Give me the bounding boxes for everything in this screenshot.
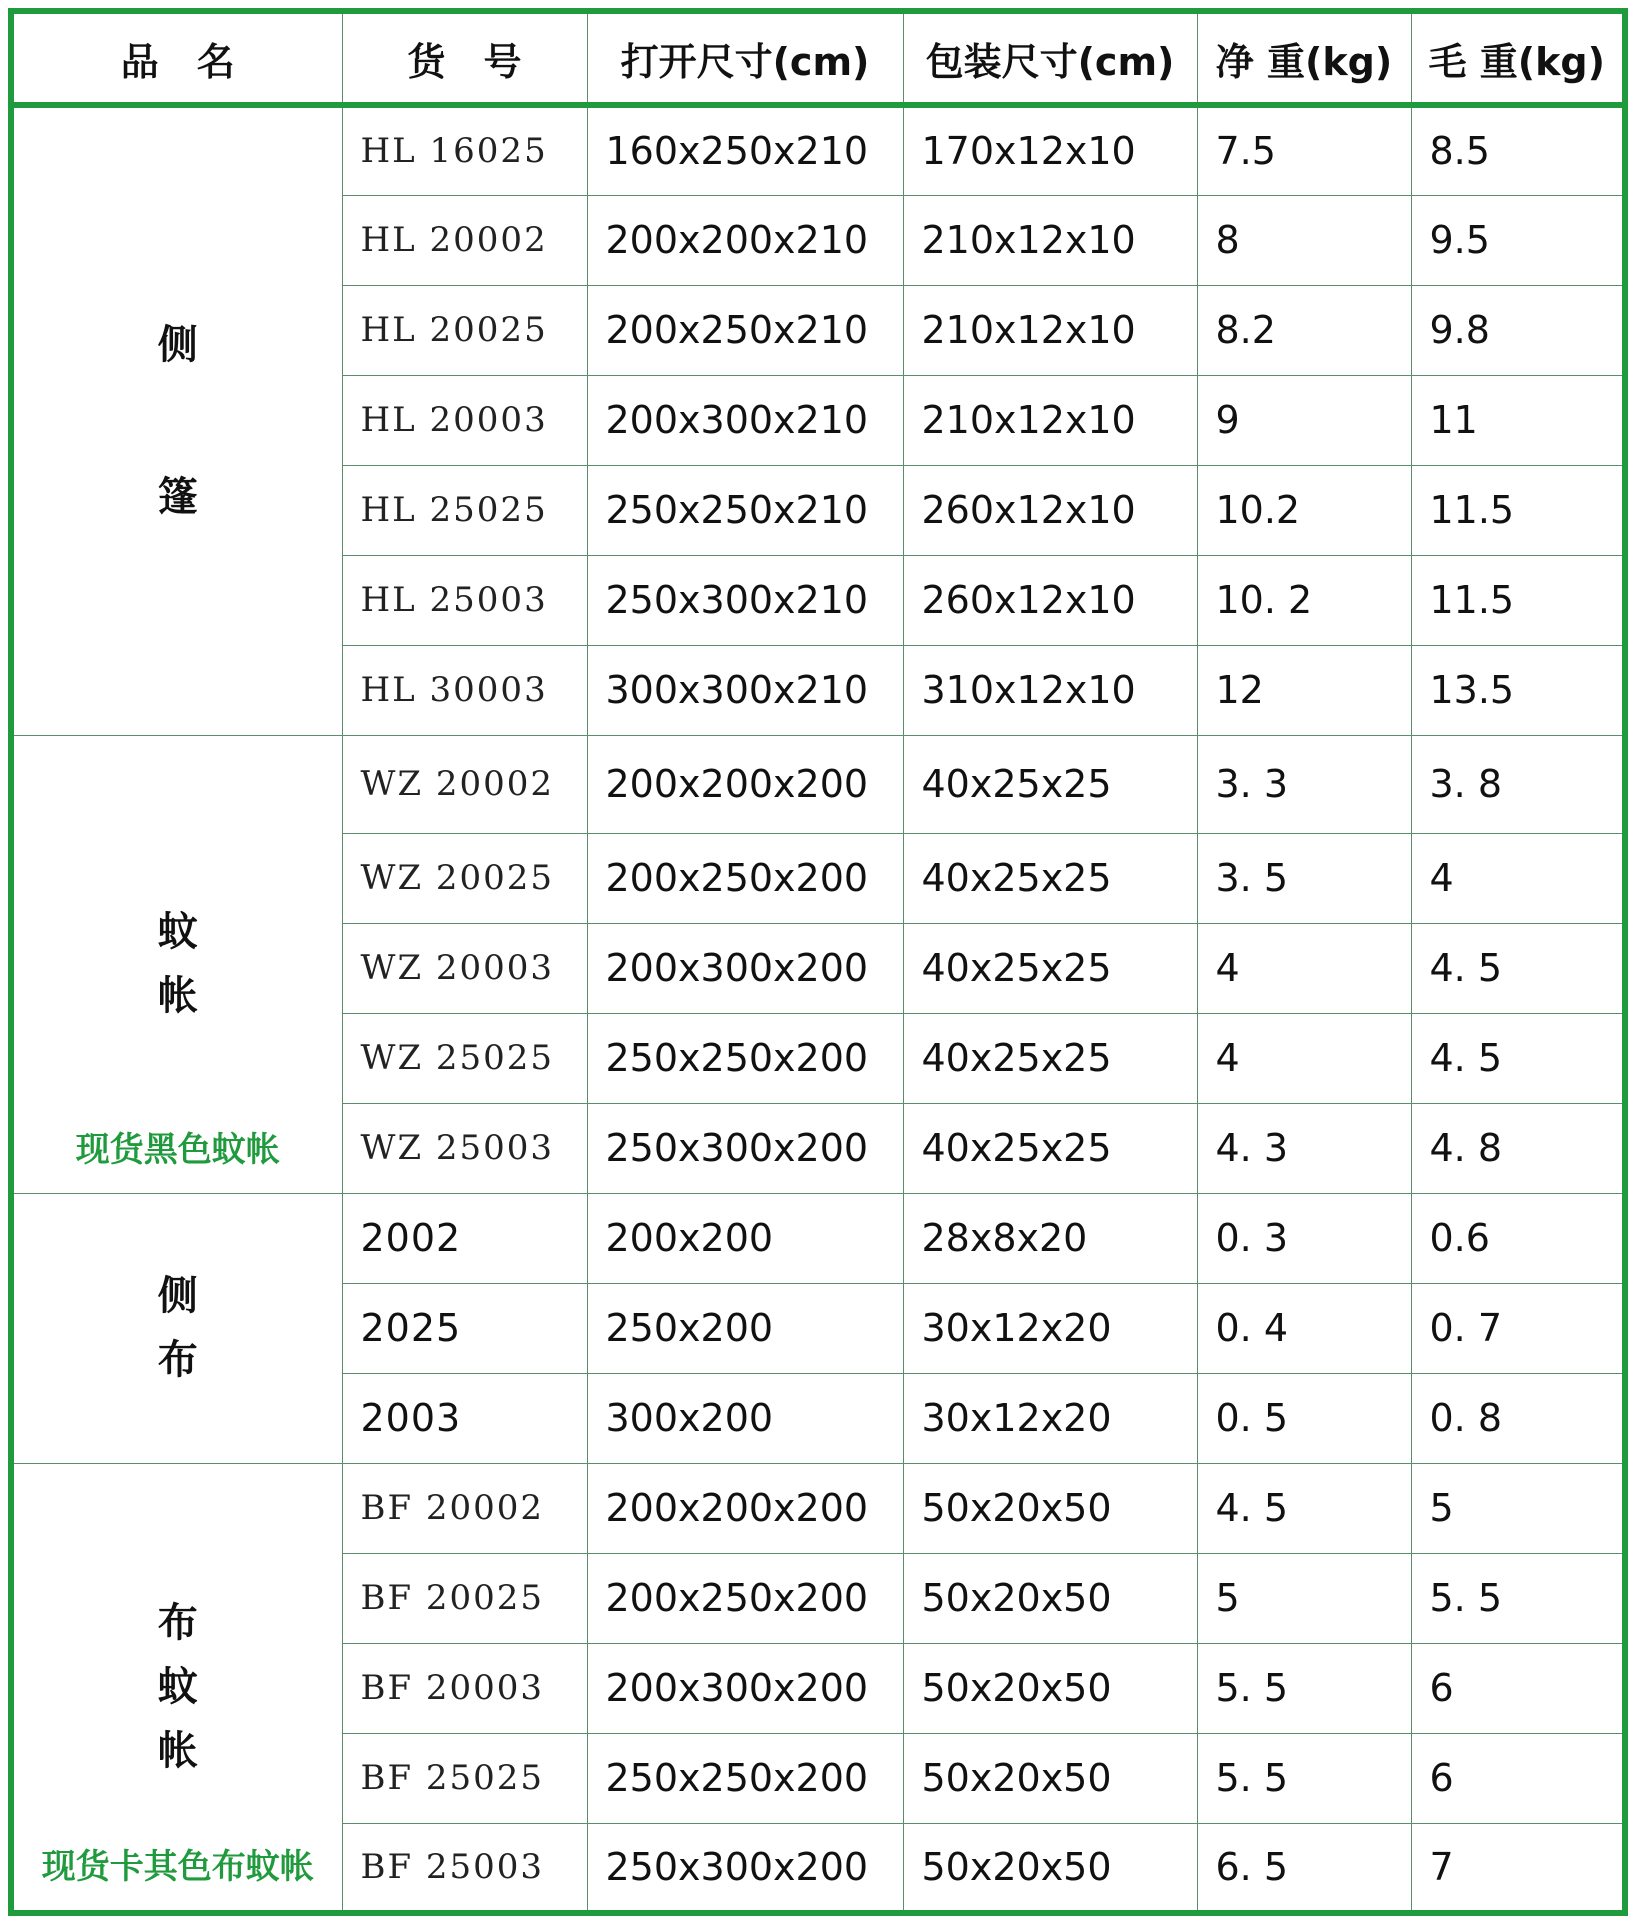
net-weight-cell: 0. 5 <box>1197 1373 1411 1463</box>
gross-weight-cell: 11 <box>1411 375 1625 465</box>
net-weight-cell: 10.2 <box>1197 465 1411 555</box>
model-cell: BF 20003 <box>342 1643 587 1733</box>
model-cell: HL 16025 <box>342 105 587 195</box>
category-name-char: 帐 <box>157 1727 198 1774</box>
open-size-cell: 200x200 <box>587 1193 903 1283</box>
model-cell: HL 20003 <box>342 375 587 465</box>
net-weight-cell: 9 <box>1197 375 1411 465</box>
header-row <box>11 11 1625 105</box>
model-cell: WZ 20003 <box>342 923 587 1013</box>
model-cell: 2002 <box>342 1193 587 1283</box>
gross-weight-cell: 5. 5 <box>1411 1553 1625 1643</box>
open-size-cell: 250x200 <box>587 1283 903 1373</box>
gross-weight-cell: 0. 7 <box>1411 1283 1625 1373</box>
category-name-char: 蚊 <box>157 1663 198 1710</box>
net-weight-cell: 3. 3 <box>1197 735 1411 833</box>
net-weight-cell: 7.5 <box>1197 105 1411 195</box>
model-cell: WZ 20025 <box>342 833 587 923</box>
model-cell: HL 30003 <box>342 645 587 735</box>
model-cell: BF 20002 <box>342 1463 587 1553</box>
table-body <box>11 105 1625 1913</box>
category-name-char: 蚊 <box>157 909 198 955</box>
category-cell <box>11 1463 342 1913</box>
open-size-cell: 250x300x200 <box>587 1823 903 1913</box>
pack-size-cell: 210x12x10 <box>903 375 1197 465</box>
pack-size-cell: 50x20x50 <box>903 1553 1197 1643</box>
pack-size-cell: 260x12x10 <box>903 555 1197 645</box>
gross-weight-cell: 11.5 <box>1411 555 1625 645</box>
category-cell <box>11 1193 342 1463</box>
pack-size-cell: 40x25x25 <box>903 833 1197 923</box>
stock-note: 现货卡其色布蚊帐 <box>41 1847 314 1887</box>
open-size-cell: 250x250x200 <box>587 1013 903 1103</box>
open-size-cell: 160x250x210 <box>587 105 903 195</box>
header-gross-weight: 毛 重(kg) <box>1411 11 1625 105</box>
pack-size-cell: 170x12x10 <box>903 105 1197 195</box>
pack-size-cell: 50x20x50 <box>903 1823 1197 1913</box>
pack-size-cell: 260x12x10 <box>903 465 1197 555</box>
model-cell: 2025 <box>342 1283 587 1373</box>
table-row <box>11 1193 1625 1283</box>
net-weight-cell: 10. 2 <box>1197 555 1411 645</box>
gross-weight-cell: 4. 8 <box>1411 1103 1625 1193</box>
table-row <box>11 1463 1625 1553</box>
open-size-cell: 200x250x200 <box>587 833 903 923</box>
gross-weight-cell: 6 <box>1411 1643 1625 1733</box>
pack-size-cell: 40x25x25 <box>903 735 1197 833</box>
net-weight-cell: 5. 5 <box>1197 1643 1411 1733</box>
header-net-weight: 净 重(kg) <box>1197 11 1411 105</box>
gross-weight-cell: 9.5 <box>1411 195 1625 285</box>
net-weight-cell: 4 <box>1197 1013 1411 1103</box>
pack-size-cell: 40x25x25 <box>903 923 1197 1013</box>
pack-size-cell: 210x12x10 <box>903 285 1197 375</box>
model-cell: BF 25003 <box>342 1823 587 1913</box>
pack-size-cell: 28x8x20 <box>903 1193 1197 1283</box>
gross-weight-cell: 9.8 <box>1411 285 1625 375</box>
model-cell: HL 25025 <box>342 465 587 555</box>
gross-weight-cell: 5 <box>1411 1463 1625 1553</box>
category-name-char: 布 <box>157 1337 198 1383</box>
open-size-cell: 200x250x210 <box>587 285 903 375</box>
net-weight-cell: 0. 3 <box>1197 1193 1411 1283</box>
open-size-cell: 200x200x200 <box>587 735 903 833</box>
category-cell <box>11 105 342 735</box>
open-size-cell: 200x300x210 <box>587 375 903 465</box>
net-weight-cell: 12 <box>1197 645 1411 735</box>
pack-size-cell: 30x12x20 <box>903 1283 1197 1373</box>
net-weight-cell: 8 <box>1197 195 1411 285</box>
net-weight-cell: 4 <box>1197 923 1411 1013</box>
open-size-cell: 250x300x200 <box>587 1103 903 1193</box>
model-cell: WZ 25025 <box>342 1013 587 1103</box>
pack-size-cell: 50x20x50 <box>903 1463 1197 1553</box>
category-name <box>158 900 198 1028</box>
open-size-cell: 200x200x200 <box>587 1463 903 1553</box>
open-size-cell: 250x300x210 <box>587 555 903 645</box>
category-name <box>158 1264 198 1392</box>
pack-size-cell: 310x12x10 <box>903 645 1197 735</box>
stock-note: 现货黑色蚊帐 <box>75 1129 280 1170</box>
model-cell: WZ 20002 <box>342 735 587 833</box>
model-cell: HL 20002 <box>342 195 587 285</box>
model-cell: BF 25025 <box>342 1733 587 1823</box>
net-weight-cell: 4. 5 <box>1197 1463 1411 1553</box>
header-open-size: 打开尺寸(cm) <box>587 11 903 105</box>
table-row <box>11 735 1625 833</box>
gross-weight-cell: 8.5 <box>1411 105 1625 195</box>
category-name-char: 布 <box>157 1599 198 1646</box>
category-name-char: 篷 <box>157 474 198 521</box>
open-size-cell: 200x250x200 <box>587 1553 903 1643</box>
net-weight-cell: 6. 5 <box>1197 1823 1411 1913</box>
net-weight-cell: 4. 3 <box>1197 1103 1411 1193</box>
header-pack-size: 包装尺寸(cm) <box>903 11 1197 105</box>
model-cell: 2003 <box>342 1373 587 1463</box>
gross-weight-cell: 7 <box>1411 1823 1625 1913</box>
pack-size-cell: 40x25x25 <box>903 1013 1197 1103</box>
gross-weight-cell: 13.5 <box>1411 645 1625 735</box>
pack-size-cell: 210x12x10 <box>903 195 1197 285</box>
open-size-cell: 250x250x200 <box>587 1733 903 1823</box>
pack-size-cell: 50x20x50 <box>903 1643 1197 1733</box>
net-weight-cell: 8.2 <box>1197 285 1411 375</box>
gross-weight-cell: 0. 8 <box>1411 1373 1625 1463</box>
model-cell: WZ 25003 <box>342 1103 587 1193</box>
open-size-cell: 200x300x200 <box>587 1643 903 1733</box>
gross-weight-cell: 4 <box>1411 833 1625 923</box>
category-name-char: 帐 <box>157 973 198 1019</box>
open-size-cell: 200x300x200 <box>587 923 903 1013</box>
net-weight-cell: 3. 5 <box>1197 833 1411 923</box>
category-name-char: 侧 <box>157 1273 198 1319</box>
open-size-cell: 300x300x210 <box>587 645 903 735</box>
open-size-cell: 300x200 <box>587 1373 903 1463</box>
model-cell: BF 20025 <box>342 1553 587 1643</box>
open-size-cell: 250x250x210 <box>587 465 903 555</box>
pack-size-cell: 50x20x50 <box>903 1733 1197 1823</box>
header-model: 货 号 <box>342 11 587 105</box>
open-size-cell: 200x200x210 <box>587 195 903 285</box>
gross-weight-cell: 4. 5 <box>1411 923 1625 1013</box>
category-name-char: 侧 <box>157 322 198 369</box>
category-cell <box>11 735 342 1193</box>
header-name: 品 名 <box>11 11 342 105</box>
model-cell: HL 20025 <box>342 285 587 375</box>
category-name <box>158 1591 198 1783</box>
pack-size-cell: 40x25x25 <box>903 1103 1197 1193</box>
gross-weight-cell: 11.5 <box>1411 465 1625 555</box>
pack-size-cell: 30x12x20 <box>903 1373 1197 1463</box>
net-weight-cell: 5. 5 <box>1197 1733 1411 1823</box>
net-weight-cell: 0. 4 <box>1197 1283 1411 1373</box>
gross-weight-cell: 3. 8 <box>1411 735 1625 833</box>
gross-weight-cell: 0.6 <box>1411 1193 1625 1283</box>
table-row <box>11 105 1625 195</box>
net-weight-cell: 5 <box>1197 1553 1411 1643</box>
model-cell: HL 25003 <box>342 555 587 645</box>
category-name <box>158 313 198 529</box>
gross-weight-cell: 4. 5 <box>1411 1013 1625 1103</box>
gross-weight-cell: 6 <box>1411 1733 1625 1823</box>
product-spec-table <box>8 8 1628 1916</box>
